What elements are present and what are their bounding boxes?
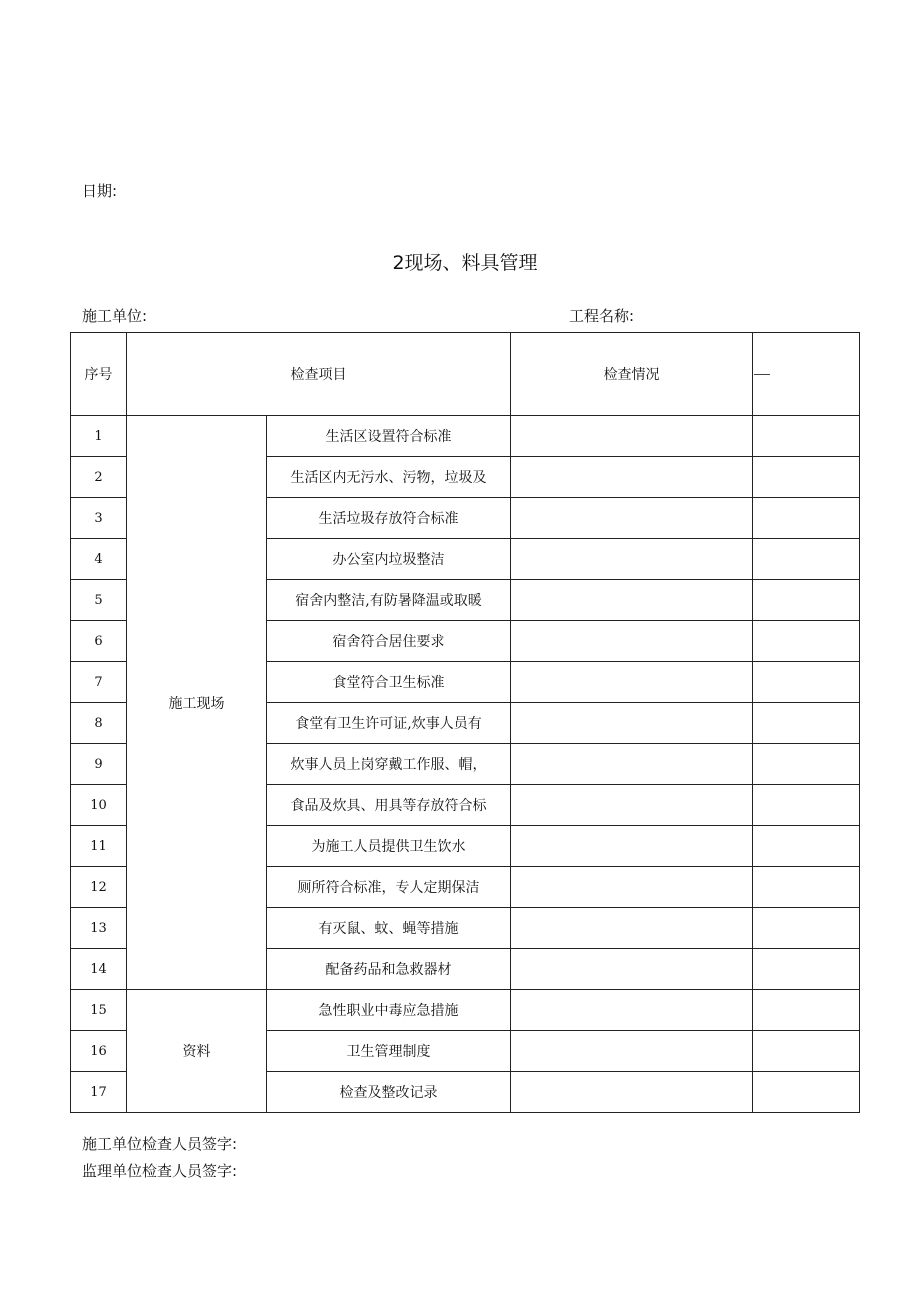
row-number: 4: [71, 539, 127, 580]
page-title: 2现场、料具管理: [392, 252, 538, 274]
row-item: 炊事人员上岗穿戴工作服、帽，: [267, 744, 511, 785]
row-item: 办公室内垃圾整洁: [267, 539, 511, 580]
row-status-cell[interactable]: [511, 826, 753, 867]
row-number: 17: [71, 1072, 127, 1113]
row-extra-cell[interactable]: [753, 990, 860, 1031]
table-header-row: [71, 333, 860, 416]
header-extra: [753, 333, 860, 416]
row-item: 配备药品和急救器材: [267, 949, 511, 990]
row-number: 7: [71, 662, 127, 703]
header-status: 检查情况: [511, 333, 753, 416]
row-extra-cell[interactable]: [753, 621, 860, 662]
row-item: 卫生管理制度: [267, 1031, 511, 1072]
row-status-cell[interactable]: [511, 457, 753, 498]
row-item: 有灭鼠、蚊、蝇等措施: [267, 908, 511, 949]
row-status-cell[interactable]: [511, 867, 753, 908]
row-extra-cell[interactable]: [753, 580, 860, 621]
row-status-cell[interactable]: [511, 539, 753, 580]
group-docs: 资料: [127, 990, 267, 1113]
row-number: 13: [71, 908, 127, 949]
row-extra-cell[interactable]: [753, 416, 860, 457]
row-number: 12: [71, 867, 127, 908]
project-name-label: 工程名称:: [569, 307, 635, 325]
row-extra-cell[interactable]: [753, 662, 860, 703]
row-status-cell[interactable]: [511, 908, 753, 949]
table-row: [71, 416, 860, 457]
row-status-cell[interactable]: [511, 498, 753, 539]
row-number: 9: [71, 744, 127, 785]
row-item: 食堂有卫生许可证,炊事人员有: [267, 703, 511, 744]
row-number: 15: [71, 990, 127, 1031]
row-item: 检查及整改记录: [267, 1072, 511, 1113]
row-status-cell[interactable]: [511, 990, 753, 1031]
row-number: 5: [71, 580, 127, 621]
row-status-cell[interactable]: [511, 621, 753, 662]
row-extra-cell[interactable]: [753, 867, 860, 908]
row-extra-cell[interactable]: [753, 1031, 860, 1072]
row-item: 食品及炊具、用具等存放符合标: [267, 785, 511, 826]
row-status-cell[interactable]: [511, 785, 753, 826]
row-extra-cell[interactable]: [753, 826, 860, 867]
row-status-cell[interactable]: [511, 416, 753, 457]
row-status-cell[interactable]: [511, 949, 753, 990]
row-extra-cell[interactable]: [753, 908, 860, 949]
contractor-signature-label: 施工单位检查人员签字:: [82, 1135, 238, 1153]
row-item: 生活区内无污水、污物，垃圾及: [267, 457, 511, 498]
row-extra-cell[interactable]: [753, 744, 860, 785]
row-status-cell[interactable]: [511, 1031, 753, 1072]
group-site: 施工现场: [127, 416, 267, 990]
date-label: 日期:: [82, 182, 118, 200]
row-extra-cell[interactable]: [753, 457, 860, 498]
row-number: 10: [71, 785, 127, 826]
inspection-table: [70, 332, 860, 1113]
row-number: 1: [71, 416, 127, 457]
row-item: 宿舍内整洁,有防暑降温或取暖: [267, 580, 511, 621]
row-number: 11: [71, 826, 127, 867]
row-item: 厕所符合标准，专人定期保洁: [267, 867, 511, 908]
row-extra-cell[interactable]: [753, 498, 860, 539]
row-number: 6: [71, 621, 127, 662]
row-number: 14: [71, 949, 127, 990]
row-number: 16: [71, 1031, 127, 1072]
row-extra-cell[interactable]: [753, 949, 860, 990]
header-item: 检查项目: [127, 333, 511, 416]
row-number: 3: [71, 498, 127, 539]
row-item: 食堂符合卫生标准: [267, 662, 511, 703]
construction-unit-label: 施工单位:: [82, 307, 148, 325]
row-status-cell[interactable]: [511, 744, 753, 785]
table-row: [71, 990, 860, 1031]
row-extra-cell[interactable]: [753, 703, 860, 744]
row-status-cell[interactable]: [511, 703, 753, 744]
row-number: 8: [71, 703, 127, 744]
row-item: 宿舍符合居住要求: [267, 621, 511, 662]
row-item: 急性职业中毒应急措施: [267, 990, 511, 1031]
header-seq: 序号: [71, 333, 127, 416]
row-status-cell[interactable]: [511, 662, 753, 703]
row-status-cell[interactable]: [511, 580, 753, 621]
header-dash: [754, 374, 770, 375]
row-item: 生活区设置符合标准: [267, 416, 511, 457]
row-extra-cell[interactable]: [753, 785, 860, 826]
row-number: 2: [71, 457, 127, 498]
row-extra-cell[interactable]: [753, 1072, 860, 1113]
row-item: 生活垃圾存放符合标准: [267, 498, 511, 539]
row-status-cell[interactable]: [511, 1072, 753, 1113]
supervisor-signature-label: 监理单位检查人员签字:: [82, 1162, 238, 1180]
row-extra-cell[interactable]: [753, 539, 860, 580]
row-item: 为施工人员提供卫生饮水: [267, 826, 511, 867]
